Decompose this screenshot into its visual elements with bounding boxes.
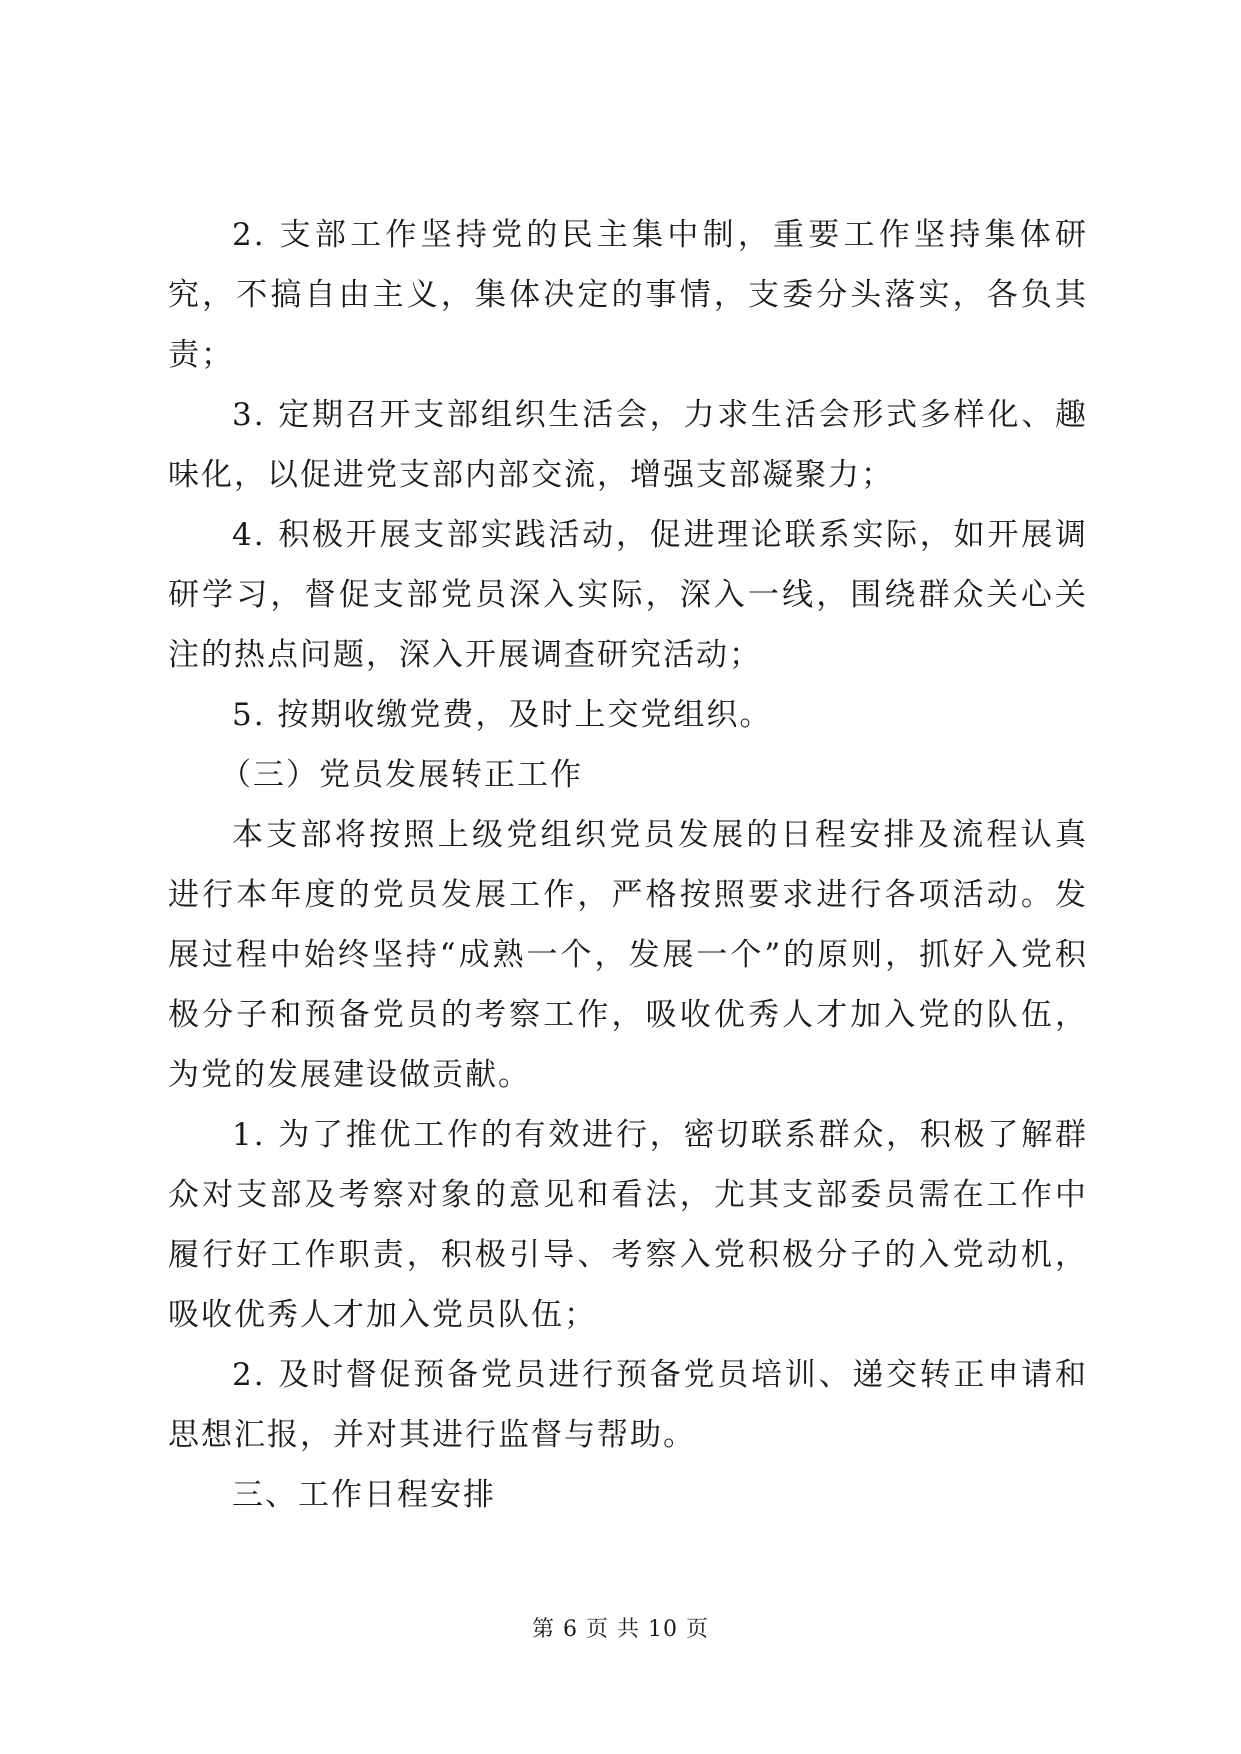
paragraph-item-3: 3. 定期召开支部组织生活会，力求生活会形式多样化、趣味化，以促进党支部内部交流，增强支部凝聚力； <box>168 397 1088 493</box>
paragraph-item-5: 5. 按期收缴党费，及时上交党组织。 <box>232 697 773 733</box>
section-heading-party-member-development: （三）党员发展转正工作 <box>220 757 583 793</box>
paragraph-item-2-probationary: 2. 及时督促预备党员进行预备党员培训、递交转正申请和思想汇报，并对其进行监督与帮助。 <box>168 1357 1088 1453</box>
paragraph-development-overview: 本支部将按照上级党组织党员发展的日程安排及流程认真进行本年度的党员发展工作，严格按照要求进行各项活动。发展过程中始终坚持“成熟一个，发展一个”的原则，抓好入党积极分子和预备党员的考察工作，吸收优秀人才加入党的队伍，为党的发展建设做贡献。 <box>168 817 1088 1093</box>
page-number-footer: 第 6 页 共 10 页 <box>532 1617 709 1642</box>
document-body <box>168 205 1088 1525</box>
paragraph-item-1-recommendation: 1. 为了推优工作的有效进行，密切联系群众，积极了解群众对支部及考察对象的意见和看法，尤其支部委员需在工作中履行好工作职责，积极引导、考察入党积极分子的入党动机，吸收优秀人才加入党员队伍； <box>168 1117 1088 1333</box>
paragraph-item-2: 2. 支部工作坚持党的民主集中制，重要工作坚持集体研究，不搞自由主义，集体决定的事情，支委分头落实，各负其责； <box>168 217 1088 373</box>
paragraph-item-4: 4. 积极开展支部实践活动，促进理论联系实际，如开展调研学习，督促支部党员深入实际，深入一线，围绕群众关心关注的热点问题，深入开展调查研究活动； <box>168 517 1088 673</box>
section-heading-schedule: 三、工作日程安排 <box>232 1477 496 1513</box>
